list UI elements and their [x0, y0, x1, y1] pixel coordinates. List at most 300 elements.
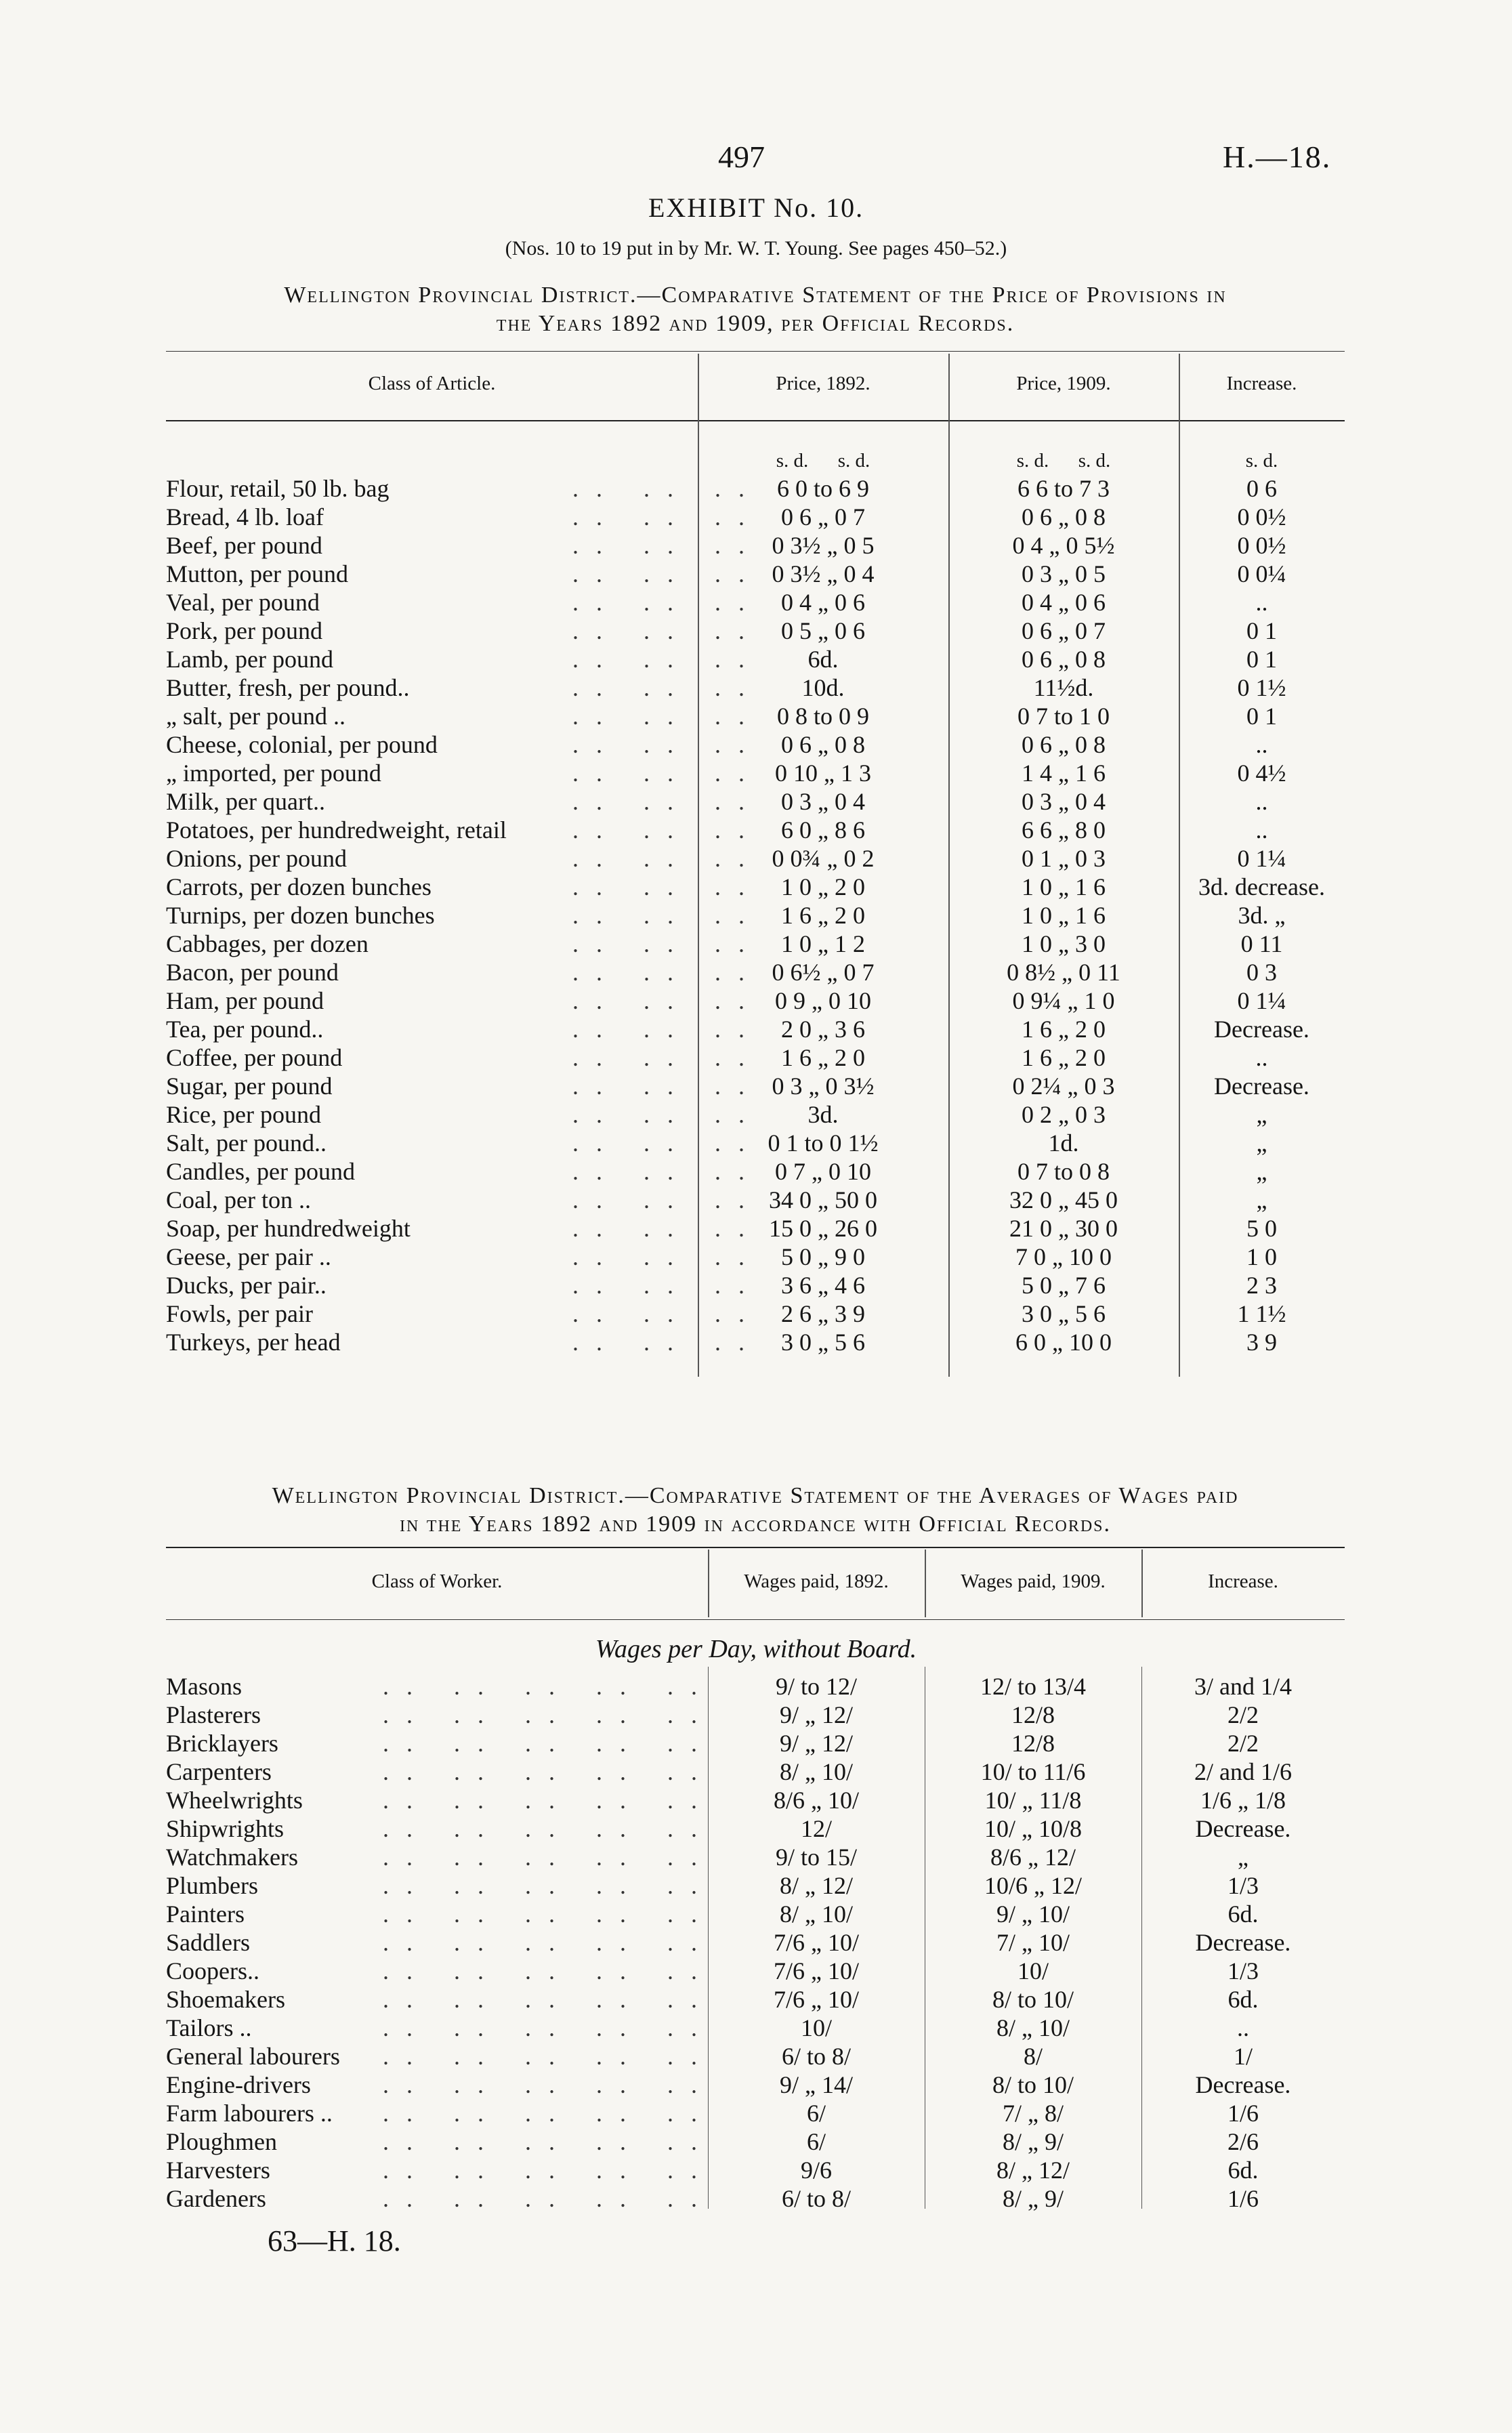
price-1909: 0 2 „ 0 3 — [1022, 1101, 1106, 1128]
wages-1909: 9/ „ 10/ — [996, 1900, 1070, 1928]
price-increase: .. — [1255, 1044, 1268, 1071]
leader-dots: .. .. .. — [572, 646, 762, 673]
price-increase: 0 1 — [1246, 703, 1277, 730]
price-increase: .. — [1255, 589, 1268, 616]
wages-increase: „ — [1238, 1844, 1248, 1871]
article-name: Beef, per pound — [166, 532, 322, 559]
wages-1909: 10/ „ 10/8 — [984, 1815, 1082, 1842]
price-1892: 0 3 „ 0 4 — [781, 788, 865, 815]
article-name: Cheese, colonial, per pound — [166, 731, 438, 758]
provision-row — [166, 588, 1345, 617]
leader-dots: .. .. .. — [572, 703, 762, 730]
col-header-wages-increase: Increase. — [1208, 1571, 1278, 1592]
price-increase: 0 0¼ — [1237, 560, 1286, 587]
col-header-price-1909: Price, 1909. — [1016, 373, 1111, 394]
wage-row — [166, 1729, 1345, 1758]
wages-1892: 7/6 „ 10/ — [774, 1957, 859, 1984]
price-1892: 0 6 „ 0 8 — [781, 731, 865, 758]
price-increase: 3 9 — [1246, 1329, 1277, 1356]
wages-1892: 6/ — [806, 2128, 826, 2155]
wages-increase: 1/3 — [1227, 1957, 1259, 1984]
article-name: Fowls, per pair — [166, 1300, 313, 1327]
article-name: Salt, per pound.. — [166, 1129, 327, 1157]
article-name: Soap, per hundredweight — [166, 1215, 411, 1242]
price-1892: 6d. — [807, 646, 839, 673]
leader-dots: .. .. .. — [572, 959, 762, 986]
article-name: Lamb, per pound — [166, 646, 333, 673]
price-1892: 0 1 to 0 1½ — [768, 1129, 879, 1157]
price-1909: 0 6 „ 0 8 — [1022, 503, 1106, 531]
leader-dots: .. .. .. — [572, 1272, 762, 1299]
wages-1909: 8/6 „ 12/ — [990, 1844, 1076, 1871]
wages-increase: .. — [1237, 2014, 1249, 2041]
price-increase: 0 3 — [1246, 959, 1277, 986]
leader-dots: .. .. .. .. .. — [383, 2185, 715, 2212]
wages-increase: 2/6 — [1227, 2128, 1259, 2155]
price-1909: 0 1 „ 0 3 — [1022, 845, 1106, 872]
price-1892: 5 0 „ 9 0 — [781, 1243, 865, 1270]
exhibit-title: EXHIBIT No. 10. — [648, 192, 864, 223]
leader-dots: .. .. .. — [572, 1073, 762, 1100]
price-increase: 0 11 — [1240, 930, 1283, 957]
wages-increase: 6d. — [1227, 2157, 1259, 2184]
price-1892: 34 0 „ 50 0 — [769, 1186, 877, 1213]
wage-row — [166, 1758, 1345, 1786]
price-1909: 1 0 „ 1 6 — [1022, 873, 1106, 900]
article-name: Veal, per pound — [166, 589, 320, 616]
wages-increase: Decrease. — [1195, 1815, 1291, 1842]
price-1892: 0 7 „ 0 10 — [775, 1158, 871, 1185]
provision-row — [166, 617, 1345, 645]
wages-increase: 1/ — [1233, 2043, 1253, 2070]
leader-dots: .. .. .. .. .. — [383, 1730, 715, 1757]
wages-increase: 6d. — [1227, 1900, 1259, 1928]
price-1909: 7 0 „ 10 0 — [1015, 1243, 1112, 1270]
price-increase: 0 1½ — [1237, 674, 1286, 701]
wages-increase: 2/2 — [1227, 1730, 1259, 1757]
article-name: Pork, per pound — [166, 617, 322, 644]
price-increase: 0 1¼ — [1237, 845, 1286, 872]
price-1892: 0 5 „ 0 6 — [781, 617, 865, 644]
leader-dots: .. .. .. .. .. — [383, 1701, 715, 1728]
leader-dots: .. .. .. — [572, 1215, 762, 1242]
wage-row — [166, 1957, 1345, 1985]
col-header-article: Class of Article. — [368, 373, 496, 394]
wages-1892: 8/ „ 10/ — [780, 1900, 853, 1928]
worker-class: Watchmakers — [166, 1844, 299, 1871]
leader-dots: .. .. .. — [572, 1329, 762, 1356]
wages-1909: 7/ „ 8/ — [1003, 2100, 1064, 2127]
leader-dots: .. .. .. .. .. — [383, 1844, 715, 1871]
page-number: 497 — [718, 140, 765, 174]
price-increase: 3d. decrease. — [1198, 873, 1325, 900]
price-1892: 0 9 „ 0 10 — [775, 987, 871, 1014]
wages-1892: 6/ to 8/ — [781, 2185, 851, 2212]
price-1909: 0 3 „ 0 5 — [1022, 560, 1106, 587]
leader-dots: .. .. .. .. .. — [383, 2128, 715, 2155]
price-1892: 1 6 „ 2 0 — [781, 902, 865, 929]
leader-dots: .. .. .. .. .. — [383, 2071, 715, 2098]
provision-row — [166, 759, 1345, 787]
provisions-title — [166, 281, 1345, 338]
article-name: Ham, per pound — [166, 987, 324, 1014]
provision-row — [166, 1100, 1345, 1129]
worker-class: Harvesters — [166, 2157, 270, 2184]
price-1909: 6 0 „ 10 0 — [1015, 1329, 1112, 1356]
price-increase: 0 0½ — [1237, 503, 1286, 531]
article-name: Geese, per pair .. — [166, 1243, 331, 1270]
price-increase: „ — [1256, 1158, 1267, 1185]
provision-row — [166, 1186, 1345, 1214]
price-1892: 15 0 „ 26 0 — [769, 1215, 877, 1242]
leader-dots: .. .. .. — [572, 1016, 762, 1043]
price-increase: 0 6 — [1246, 475, 1277, 502]
price-1892: 1 6 „ 2 0 — [781, 1044, 865, 1071]
price-increase: 1 1½ — [1237, 1300, 1286, 1327]
wages-title-line-2: in the Years 1892 and 1909 in accordance with Official Records. — [399, 1512, 1112, 1537]
wages-1892: 6/ — [806, 2100, 826, 2127]
wage-row — [166, 2156, 1345, 2184]
price-increase: Decrease. — [1214, 1073, 1309, 1100]
provision-row — [166, 930, 1345, 958]
price-1909: 0 4 „ 0 5½ — [1012, 532, 1115, 559]
price-1892: 2 0 „ 3 6 — [781, 1016, 865, 1043]
article-name: Candles, per pound — [166, 1158, 355, 1185]
wages-1909: 12/8 — [1011, 1730, 1055, 1757]
wage-row — [166, 1871, 1345, 1900]
price-1892: 10d. — [801, 674, 845, 701]
wages-increase: 1/6 — [1227, 2185, 1259, 2212]
price-1892: 3 0 „ 5 6 — [781, 1329, 865, 1356]
wages-1909: 12/ to 13/4 — [980, 1673, 1086, 1700]
wages-table — [166, 1672, 1345, 2213]
wage-row — [166, 1814, 1345, 1843]
leader-dots: .. .. .. — [572, 1044, 762, 1071]
price-1909: 6 6 to 7 3 — [1017, 475, 1110, 502]
leader-dots: .. .. .. — [572, 589, 762, 616]
worker-class: Wheelwrights — [166, 1787, 303, 1814]
wage-row — [166, 1900, 1345, 1928]
wage-row — [166, 2184, 1345, 2213]
wages-1892: 10/ — [800, 2014, 832, 2041]
wage-row — [166, 1985, 1345, 2014]
price-increase: .. — [1255, 816, 1268, 844]
price-1909: 0 3 „ 0 4 — [1022, 788, 1106, 815]
price-1892: 0 3½ „ 0 5 — [772, 532, 875, 559]
leader-dots: .. .. .. .. .. — [383, 2157, 715, 2184]
col-header-worker: Class of Worker. — [371, 1571, 503, 1592]
wages-1909: 12/8 — [1011, 1701, 1055, 1728]
price-increase: Decrease. — [1214, 1016, 1309, 1043]
article-name: Rice, per pound — [166, 1101, 321, 1128]
provision-row — [166, 873, 1345, 901]
provision-row — [166, 1328, 1345, 1356]
leader-dots: .. .. .. — [572, 1129, 762, 1157]
price-1909: 0 7 to 1 0 — [1017, 703, 1110, 730]
price-increase: „ — [1256, 1101, 1267, 1128]
provision-row — [166, 645, 1345, 673]
article-name: „ imported, per pound — [166, 760, 381, 787]
article-name: „ salt, per pound .. — [166, 703, 345, 730]
provision-row — [166, 1271, 1345, 1299]
price-1892: 1 0 „ 1 2 — [781, 930, 865, 957]
wages-title — [166, 1482, 1345, 1539]
price-1909: 0 4 „ 0 6 — [1022, 589, 1106, 616]
wages-1892: 9/ „ 12/ — [780, 1730, 853, 1757]
price-1909: 1 4 „ 1 6 — [1022, 760, 1106, 787]
wage-row — [166, 1786, 1345, 1814]
wage-row — [166, 2127, 1345, 2156]
provision-row — [166, 986, 1345, 1015]
provision-row — [166, 1243, 1345, 1271]
article-name: Turnips, per dozen bunches — [166, 902, 435, 929]
price-1892: 0 4 „ 0 6 — [781, 589, 865, 616]
price-1909: 1d. — [1048, 1129, 1079, 1157]
footer-signature: 63—H. 18. — [268, 2224, 401, 2258]
price-1909: 3 0 „ 5 6 — [1022, 1300, 1106, 1327]
worker-class: Tailors .. — [166, 2014, 252, 2041]
worker-class: Carpenters — [166, 1758, 272, 1785]
leader-dots: .. .. .. — [572, 617, 762, 644]
leader-dots: .. .. .. .. .. — [383, 1673, 715, 1700]
units-1892: s. d. s. d. — [776, 450, 870, 472]
price-1909: 0 6 „ 0 8 — [1022, 731, 1106, 758]
article-name: Tea, per pound.. — [166, 1016, 324, 1043]
article-name: Turkeys, per head — [166, 1329, 341, 1356]
article-name: Ducks, per pair.. — [166, 1272, 327, 1299]
price-1892: 0 10 „ 1 3 — [775, 760, 871, 787]
wages-1909: 10/ to 11/6 — [980, 1758, 1086, 1785]
leader-dots: .. .. .. — [572, 503, 762, 531]
price-1909: 0 7 to 0 8 — [1017, 1158, 1110, 1185]
provision-row — [166, 1157, 1345, 1186]
wages-1909: 8/ „ 9/ — [1003, 2128, 1064, 2155]
wages-1909: 10/6 „ 12/ — [984, 1872, 1082, 1899]
wage-row — [166, 2071, 1345, 2099]
wages-increase: 1/6 „ 1/8 — [1200, 1787, 1286, 1814]
leader-dots: .. .. .. .. .. — [383, 1900, 715, 1928]
wages-header-rule — [166, 1619, 1345, 1620]
provisions-header-rule — [166, 420, 1345, 421]
wages-1909: 8/ „ 9/ — [1003, 2185, 1064, 2212]
wages-1892: 8/ „ 10/ — [780, 1758, 853, 1785]
price-increase: .. — [1255, 788, 1268, 815]
leader-dots: .. .. .. .. .. — [383, 2100, 715, 2127]
provision-row — [166, 474, 1345, 503]
provision-row — [166, 1129, 1345, 1157]
worker-class: Coopers.. — [166, 1957, 259, 1984]
price-1892: 0 0¾ „ 0 2 — [772, 845, 875, 872]
leader-dots: .. .. .. — [572, 902, 762, 929]
price-increase: 0 1¼ — [1237, 987, 1286, 1014]
article-name: Carrots, per dozen bunches — [166, 873, 432, 900]
worker-class: Saddlers — [166, 1929, 250, 1956]
article-name: Coal, per ton .. — [166, 1186, 311, 1213]
price-increase: 5 0 — [1246, 1215, 1277, 1242]
price-1892: 0 8 to 0 9 — [776, 703, 869, 730]
article-name: Flour, retail, 50 lb. bag — [166, 475, 390, 502]
leader-dots: .. .. .. .. .. — [383, 1758, 715, 1785]
leader-dots: .. .. .. — [572, 816, 762, 844]
provision-row — [166, 901, 1345, 930]
provision-row — [166, 844, 1345, 873]
units-1909: s. d. s. d. — [1016, 450, 1111, 472]
wages-1892: 9/ „ 12/ — [780, 1701, 853, 1728]
provisions-title-line-1: Wellington Provincial District.—Comparative Statement of the Price of Provisions in — [284, 283, 1227, 308]
price-1892: 0 6½ „ 0 7 — [772, 959, 875, 986]
worker-class: Gardeners — [166, 2185, 266, 2212]
wages-1909: 7/ „ 10/ — [996, 1929, 1070, 1956]
price-1909: 6 6 „ 8 0 — [1022, 816, 1106, 844]
leader-dots: .. .. .. .. .. — [383, 1957, 715, 1984]
wages-top-rule — [166, 1547, 1345, 1548]
leader-dots: .. .. .. — [572, 760, 762, 787]
article-name: Coffee, per pound — [166, 1044, 343, 1071]
wage-row — [166, 2014, 1345, 2042]
leader-dots: .. .. .. — [572, 930, 762, 957]
wages-1892: 8/6 „ 10/ — [774, 1787, 859, 1814]
wages-1909: 8/ „ 10/ — [996, 2014, 1070, 2041]
wage-row — [166, 1701, 1345, 1729]
price-increase: 0 0½ — [1237, 532, 1286, 559]
wages-1892: 7/6 „ 10/ — [774, 1929, 859, 1956]
wages-1892: 9/ to 12/ — [775, 1673, 857, 1700]
price-increase: .. — [1255, 731, 1268, 758]
wages-head-divider-3 — [1141, 1550, 1143, 1617]
leader-dots: .. .. .. — [572, 532, 762, 559]
worker-class: General labourers — [166, 2043, 340, 2070]
article-name: Bread, 4 lb. loaf — [166, 503, 324, 531]
leader-dots: .. .. .. — [572, 731, 762, 758]
wages-increase: Decrease. — [1195, 1929, 1291, 1956]
wage-row — [166, 1928, 1345, 1957]
wages-1892: 6/ to 8/ — [781, 2043, 851, 2070]
provision-row — [166, 1043, 1345, 1072]
provision-row — [166, 560, 1345, 588]
article-name: Butter, fresh, per pound.. — [166, 674, 410, 701]
article-name: Onions, per pound — [166, 845, 347, 872]
wages-1892: 9/6 — [800, 2157, 832, 2184]
provisions-top-rule — [166, 351, 1345, 352]
wages-1909: 8/ to 10/ — [992, 2071, 1074, 2098]
price-increase: 1 0 — [1246, 1243, 1277, 1270]
price-1892: 6 0 „ 8 6 — [781, 816, 865, 844]
price-1909: 0 8½ „ 0 11 — [1007, 959, 1120, 986]
price-increase: 0 1 — [1246, 646, 1277, 673]
wages-1892: 7/6 „ 10/ — [774, 1986, 859, 2013]
wages-1892: 9/ to 15/ — [775, 1844, 857, 1871]
leader-dots: .. .. .. — [572, 987, 762, 1014]
provisions-title-line-2: the Years 1892 and 1909, per Official Records. — [496, 311, 1015, 336]
provision-row — [166, 787, 1345, 816]
wages-increase: 2/ and 1/6 — [1194, 1758, 1292, 1785]
price-1909: 1 0 „ 1 6 — [1022, 902, 1106, 929]
wages-1892: 12/ — [800, 1815, 832, 1842]
price-1909: 1 0 „ 3 0 — [1022, 930, 1106, 957]
article-name: Mutton, per pound — [166, 560, 348, 587]
price-1909: 0 2¼ „ 0 3 — [1012, 1073, 1115, 1100]
price-1909: 21 0 „ 30 0 — [1009, 1215, 1118, 1242]
worker-class: Bricklayers — [166, 1730, 278, 1757]
worker-class: Plumbers — [166, 1872, 259, 1899]
wages-increase: 2/2 — [1227, 1701, 1259, 1728]
price-1909: 1 6 „ 2 0 — [1022, 1016, 1106, 1043]
worker-class: Shipwrights — [166, 1815, 285, 1842]
article-name: Bacon, per pound — [166, 959, 339, 986]
wages-increase: 1/3 — [1227, 1872, 1259, 1899]
price-1909: 1 6 „ 2 0 — [1022, 1044, 1106, 1071]
price-1892: 1 0 „ 2 0 — [781, 873, 865, 900]
price-increase: 2 3 — [1246, 1272, 1277, 1299]
leader-dots: .. .. .. — [572, 845, 762, 872]
provision-row — [166, 958, 1345, 986]
provision-row — [166, 816, 1345, 844]
document-reference: H.—18. — [1223, 140, 1332, 174]
wages-1892: 9/ „ 14/ — [780, 2071, 853, 2098]
worker-class: Painters — [166, 1900, 245, 1928]
article-name: Cabbages, per dozen — [166, 930, 369, 957]
provision-row — [166, 531, 1345, 560]
col-header-price-1892: Price, 1892. — [776, 373, 870, 394]
leader-dots: .. .. .. .. .. — [383, 1929, 715, 1956]
provision-row — [166, 702, 1345, 730]
leader-dots: .. .. .. — [572, 788, 762, 815]
col-header-increase: Increase. — [1226, 373, 1297, 394]
leader-dots: .. .. .. .. .. — [383, 1986, 715, 2013]
price-1909: 32 0 „ 45 0 — [1009, 1186, 1118, 1213]
leader-dots: .. .. .. — [572, 1101, 762, 1128]
wages-head-divider-1 — [708, 1550, 709, 1617]
price-1892: 3d. — [807, 1101, 839, 1128]
col-header-wages-1909: Wages paid, 1909. — [961, 1571, 1106, 1592]
wages-1909: 8/ to 10/ — [992, 1986, 1074, 2013]
provision-row — [166, 1214, 1345, 1243]
provision-row — [166, 1299, 1345, 1328]
wages-1909: 10/ „ 11/8 — [984, 1787, 1082, 1814]
wage-row — [166, 1672, 1345, 1701]
worker-class: Ploughmen — [166, 2128, 278, 2155]
wages-title-line-1: Wellington Provincial District.—Comparative Statement of the Averages of Wages paid — [272, 1483, 1239, 1508]
price-1909: 0 6 „ 0 8 — [1022, 646, 1106, 673]
worker-class: Farm labourers .. — [166, 2100, 333, 2127]
price-1892: 6 0 to 6 9 — [776, 475, 869, 502]
price-increase: 0 1 — [1246, 617, 1277, 644]
price-increase: „ — [1256, 1129, 1267, 1157]
article-name: Potatoes, per hundredweight, retail — [166, 816, 507, 844]
leader-dots: .. .. .. — [572, 674, 762, 701]
leader-dots: .. .. .. .. .. — [383, 1787, 715, 1814]
wages-increase: 6d. — [1227, 1986, 1259, 2013]
wages-1909: 10/ — [1017, 1957, 1049, 1984]
price-increase: 0 4½ — [1237, 760, 1286, 787]
provision-row — [166, 730, 1345, 759]
worker-class: Engine-drivers — [166, 2071, 311, 2098]
wages-1909: 8/ — [1023, 2043, 1043, 2070]
leader-dots: .. .. .. — [572, 873, 762, 900]
price-1909: 0 6 „ 0 7 — [1022, 617, 1106, 644]
worker-class: Shoemakers — [166, 1986, 285, 2013]
leader-dots: .. .. .. .. .. — [383, 1815, 715, 1842]
leader-dots: .. .. .. .. .. — [383, 2043, 715, 2070]
provision-row — [166, 1015, 1345, 1043]
worker-class: Plasterers — [166, 1701, 261, 1728]
wages-1892: 8/ „ 12/ — [780, 1872, 853, 1899]
leader-dots: .. .. .. — [572, 1158, 762, 1185]
price-increase: „ — [1256, 1186, 1267, 1213]
wages-head-divider-2 — [925, 1550, 926, 1617]
price-1892: 3 6 „ 4 6 — [781, 1272, 865, 1299]
col-header-wages-1892: Wages paid, 1892. — [744, 1571, 889, 1592]
